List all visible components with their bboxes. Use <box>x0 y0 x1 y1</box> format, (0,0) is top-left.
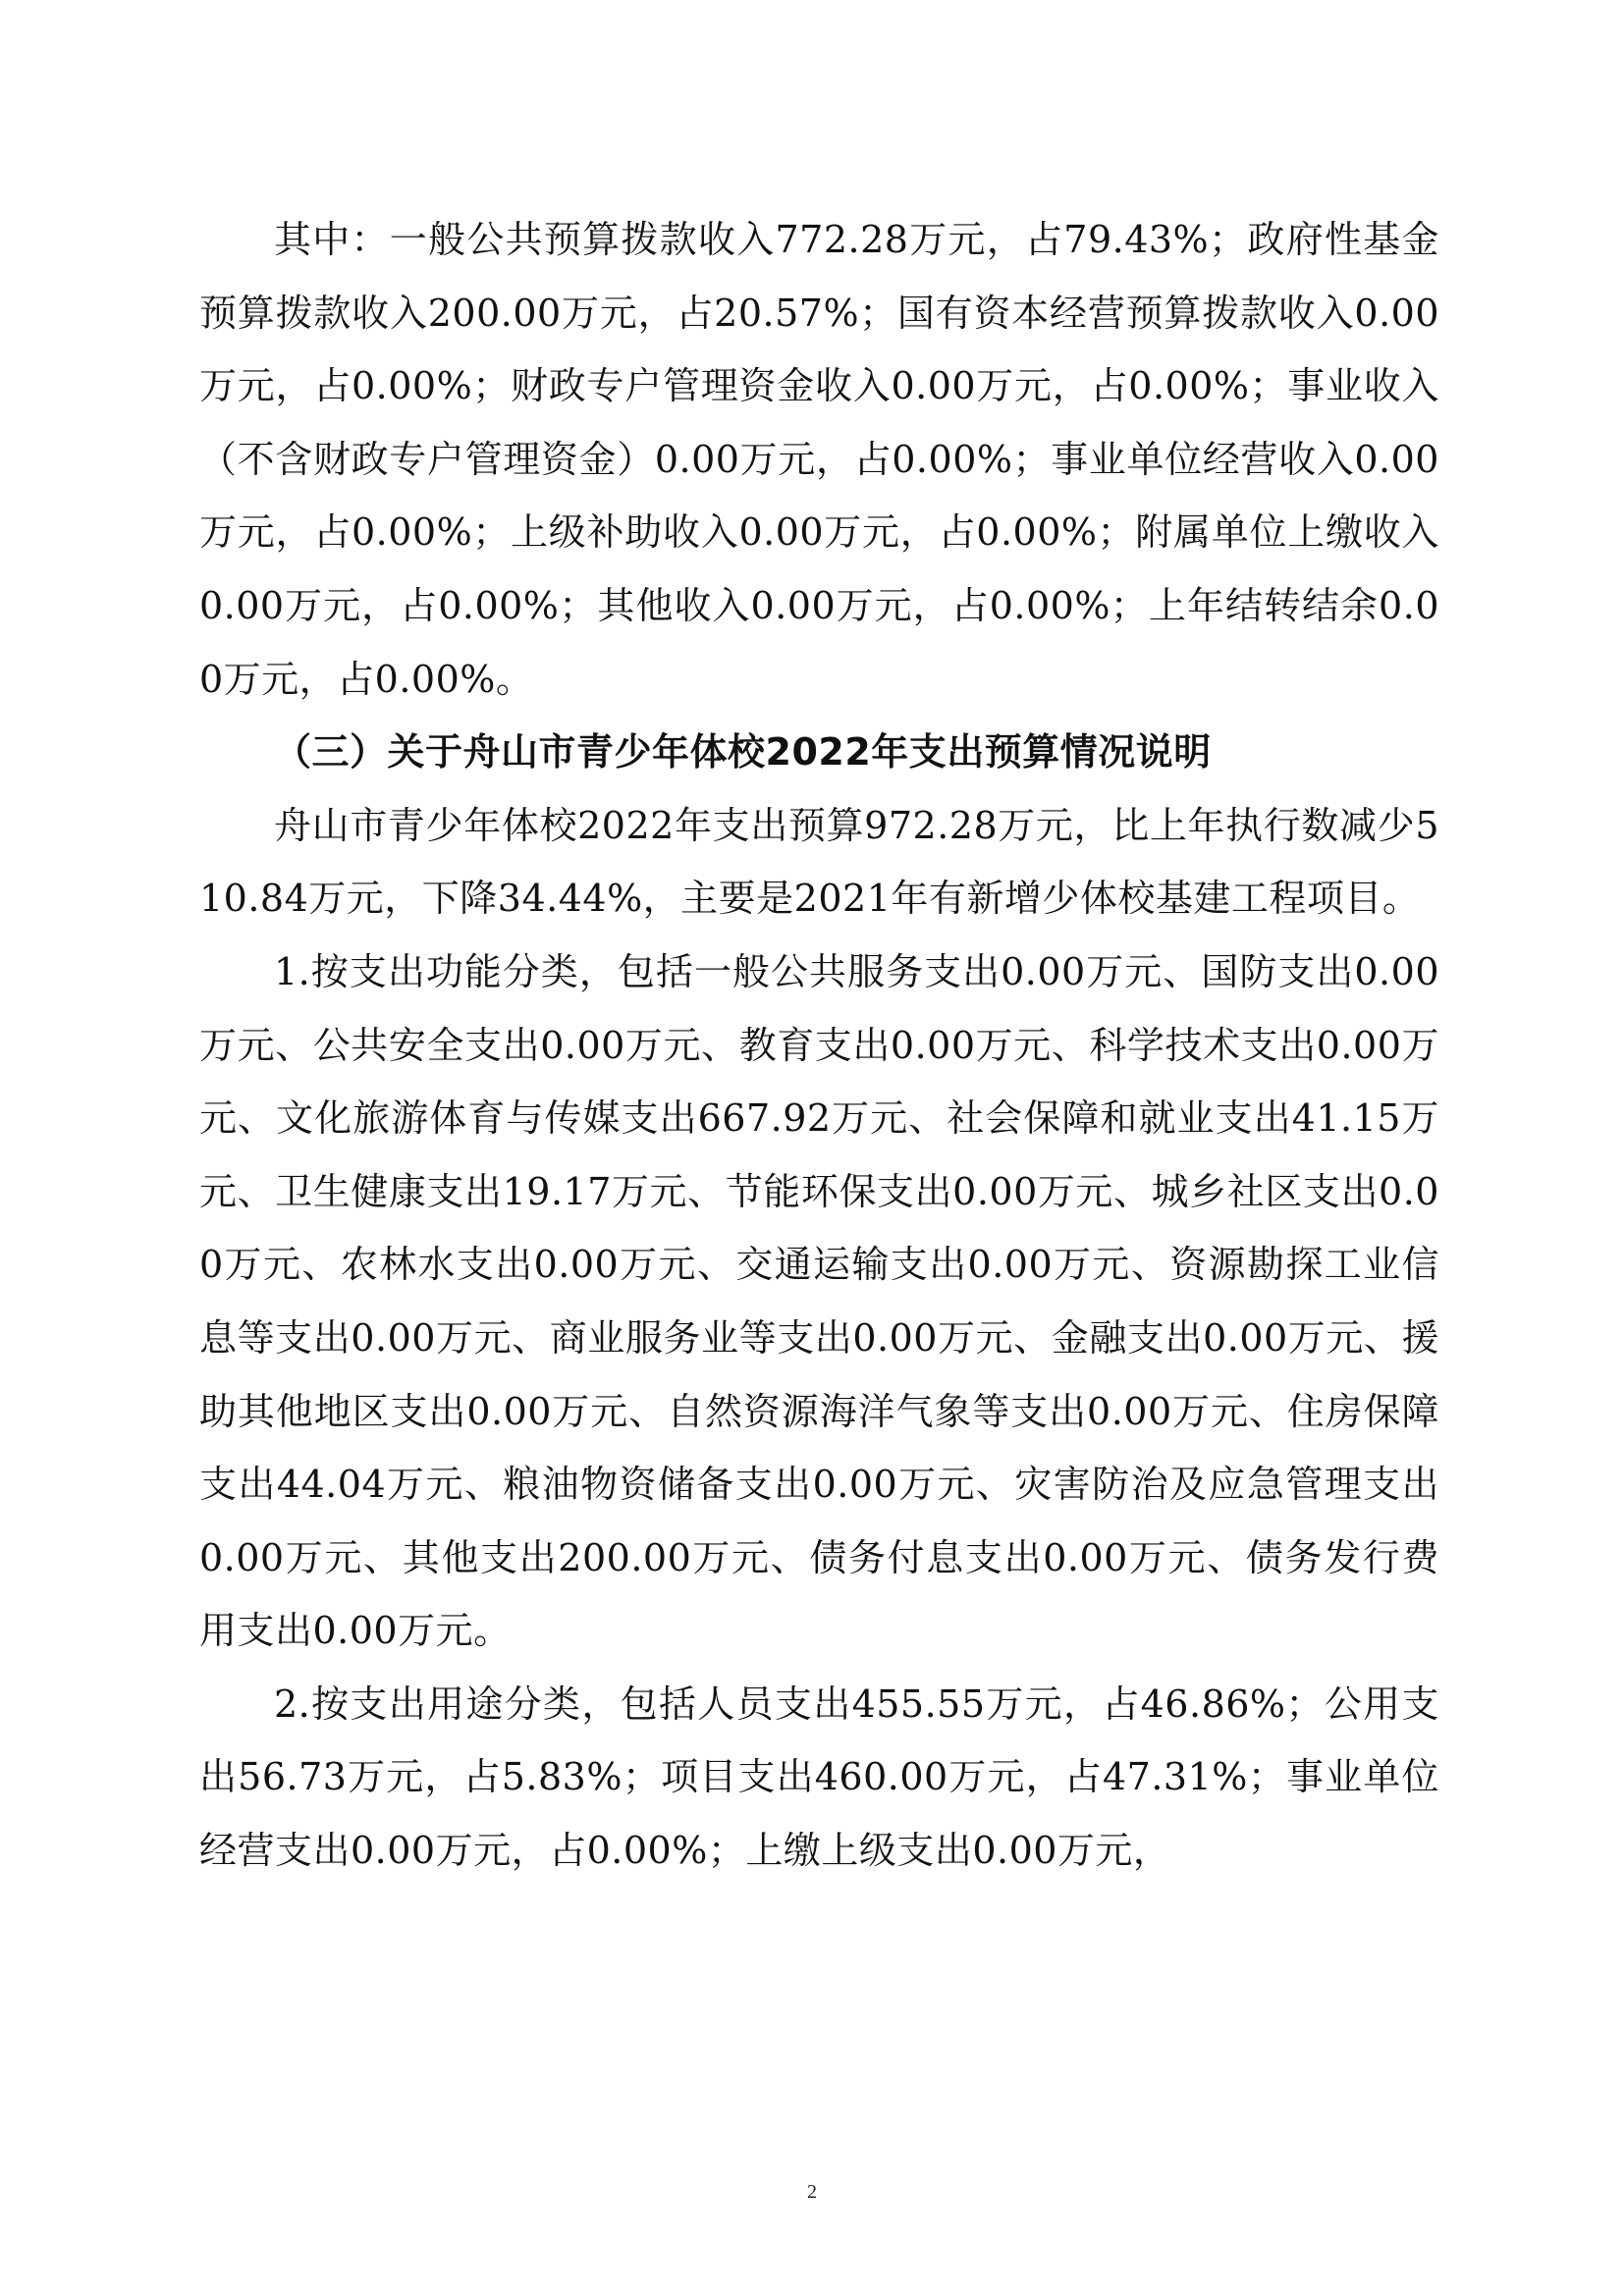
income-detail-paragraph: 其中：一般公共预算拨款收入772.28万元，占79.43%；政府性基金预算拨款收入200.00万元，占20.57%；国有资本经营预算拨款收入0.00万元，占0.00%；财政专户管理资金收入0.00万元，占0.00%；事业收入（不含财政专户管理资金）0.00万元，占0.00%；事业单位经营收入0.00万元，占0.00%；上级补助收入0.00万元，占0.00%；附属单位上缴收入0.00万元，占0.00%；其他收入0.00万元，占0.00%；上年结转结余0.00万元，占0.00%。 <box>199 218 1439 701</box>
page-number: 2 <box>807 2181 817 2203</box>
page-body <box>199 203 1439 1888</box>
expenditure-summary-paragraph: 舟山市青少年体校2022年支出预算972.28万元，比上年执行数减少510.84万元，下降34.44%，主要是2021年有新增少体校基建工程项目。 <box>199 803 1439 921</box>
section-heading: （三）关于舟山市青少年体校2022年支出预算情况说明 <box>274 730 1212 774</box>
function-classification-paragraph: 1.按支出功能分类，包括一般公共服务支出0.00万元、国防支出0.00万元、公共安全支出0.00万元、教育支出0.00万元、科学技术支出0.00万元、文化旅游体育与传媒支出667.92万元、社会保障和就业支出41.15万元、卫生健康支出19.17万元、节能环保支出0.00万元、城乡社区支出0.00万元、农林水支出0.00万元、交通运输支出0.00万元、资源勘探工业信息等支出0.00万元、商业服务业等支出0.00万元、金融支出0.00万元、援助其他地区支出0.00万元、自然资源海洋气象等支出0.00万元、住房保障支出44.04万元、粮油物资储备支出0.00万元、灾害防治及应急管理支出0.00万元、其他支出200.00万元、债务付息支出0.00万元、债务发行费用支出0.00万元。 <box>199 949 1439 1653</box>
purpose-classification-paragraph: 2.按支出用途分类，包括人员支出455.55万元，占46.86%；公用支出56.73万元，占5.83%；项目支出460.00万元，占47.31%；事业单位经营支出0.00万元，占0.00%；上缴上级支出0.00万元， <box>199 1682 1439 1873</box>
